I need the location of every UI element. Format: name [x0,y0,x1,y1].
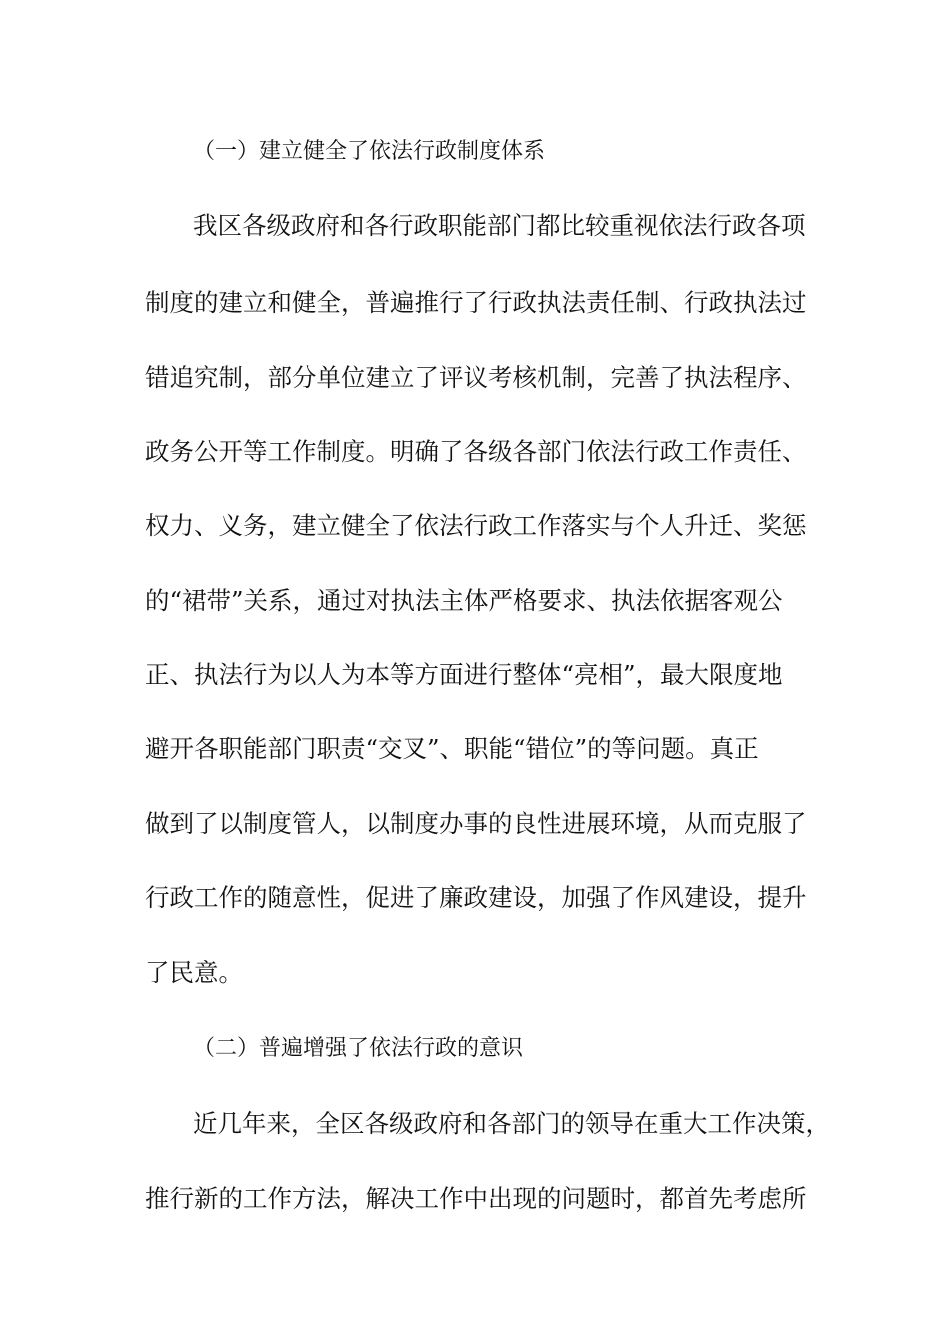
paragraph-line: 推行新的工作方法，解决工作中出现的问题时，都首先考虑所 [145,1184,807,1213]
paragraph-line: 我区各级政府和各行政职能部门都比较重视依法行政各项 [193,211,806,240]
paragraph-line: 做到了以制度管人，以制度办事的良性进展环境，从而克服了 [145,809,807,838]
paragraph-line: 避开各职能部门职责“交叉”、职能“错位”的等问题。真正 [145,734,759,763]
paragraph-line: 正、执法行为以人为本等方面进行整体“亮相”，最大限度地 [145,660,783,689]
paragraph-line: 了民意。 [145,958,243,987]
paragraph-line: 行政工作的随意性，促进了廉政建设，加强了作风建设，提升 [145,883,807,912]
paragraph-line: 近几年来，全区各级政府和各部门的领导在重大工作决策， [193,1109,830,1138]
paragraph-line: 制度的建立和健全，普遍推行了行政执法责任制、行政执法过 [145,288,807,317]
paragraph-line: 政务公开等工作制度。明确了各级各部门依法行政工作责任、 [145,437,807,466]
paragraph-line: 错追究制，部分单位建立了评议考核机制，完善了执法程序、 [145,363,807,392]
section-heading-1: （一）建立健全了依法行政制度体系 [193,139,546,164]
paragraph-line: 的“裙带”关系，通过对执法主体严格要求、执法依据客观公 [145,586,783,615]
paragraph-line: 权力、义务，建立健全了依法行政工作落实与个人升迁、奖惩 [145,511,807,540]
section-heading-2: （二）普遍增强了依法行政的意识 [193,1036,524,1061]
